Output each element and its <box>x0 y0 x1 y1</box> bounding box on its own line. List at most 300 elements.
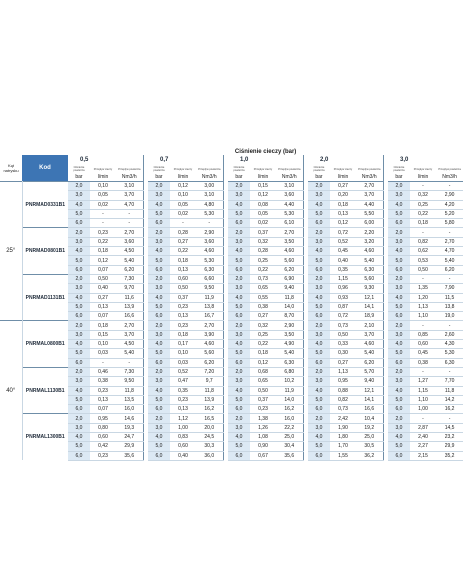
air-flow-value: 5,40 <box>276 349 303 358</box>
air-flow-value: 5,30 <box>276 209 303 218</box>
table-row <box>0 191 463 200</box>
air-pressure-value: 3,0 <box>148 284 170 293</box>
liquid-flow-value: 0,22 <box>250 265 276 274</box>
air-pressure-value: 6,0 <box>228 358 250 367</box>
air-flow-value: 13,5 <box>116 395 143 404</box>
air-flow-value: 2,70 <box>116 321 143 330</box>
air-pressure-value: 3,0 <box>228 377 250 386</box>
air-flow-value: 6,20 <box>436 265 463 274</box>
liquid-flow-value: 0,35 <box>330 265 356 274</box>
air-pressure-value: 6,0 <box>68 405 90 414</box>
air-flow-value: 18,9 <box>356 312 383 321</box>
liquid-flow-value: 1,15 <box>330 274 356 283</box>
air-flow-value: 2,70 <box>356 182 383 191</box>
air-flow-value: 5,40 <box>436 256 463 265</box>
air-flow-value: 3,50 <box>276 330 303 339</box>
sub-header-label: Przepływ cieczy <box>333 167 353 171</box>
liquid-flow-value: 1,15 <box>410 386 436 395</box>
liquid-flow-value: 0,38 <box>90 377 116 386</box>
air-flow-value: 3,70 <box>356 330 383 339</box>
air-pressure-value: 3,0 <box>228 237 250 246</box>
unit-label: Nm3/h <box>356 173 383 182</box>
sub-header-label: Przepływ powietrza <box>118 167 141 171</box>
table-row <box>0 442 463 451</box>
liquid-flow-value: 0,50 <box>90 274 116 283</box>
sub-header-label: Przepływ cieczy <box>413 167 433 171</box>
liquid-flow-value: 0,03 <box>90 349 116 358</box>
air-pressure-value: 5,0 <box>148 209 170 218</box>
air-pressure-value: 6,0 <box>68 451 90 460</box>
air-flow-value: 6,10 <box>276 219 303 228</box>
air-flow-value: 9,50 <box>116 377 143 386</box>
liquid-flow-value: 1,80 <box>330 433 356 442</box>
air-flow-value: 5,30 <box>436 349 463 358</box>
air-pressure-value: 2,0 <box>388 182 410 191</box>
air-pressure-value: 3,0 <box>228 191 250 200</box>
air-flow-value: 5,40 <box>356 256 383 265</box>
air-pressure-value: 4,0 <box>388 293 410 302</box>
air-pressure-value: 5,0 <box>228 209 250 218</box>
liquid-flow-value: 0,10 <box>90 182 116 191</box>
table-title: Ciśnienie cieczy (bar) <box>234 148 297 155</box>
liquid-flow-value: 1,20 <box>410 293 436 302</box>
air-flow-value: 3,70 <box>116 330 143 339</box>
air-pressure-value: 2,0 <box>148 274 170 283</box>
air-pressure-value: 6,0 <box>308 219 330 228</box>
table-row <box>0 219 463 228</box>
air-flow-value: 5,30 <box>196 256 223 265</box>
liquid-flow-value: 0,23 <box>170 302 196 311</box>
liquid-flow-value: 0,87 <box>330 302 356 311</box>
liquid-flow-value: 0,37 <box>250 228 276 237</box>
air-pressure-value: 2,0 <box>228 182 250 191</box>
liquid-flow-value: - <box>410 228 436 237</box>
liquid-flow-value: 0,10 <box>170 349 196 358</box>
table-row <box>0 349 463 358</box>
air-flow-value: 9,7 <box>196 377 223 386</box>
air-pressure-value: 5,0 <box>228 302 250 311</box>
air-pressure-value: 3,0 <box>388 284 410 293</box>
liquid-flow-value: 0,03 <box>170 358 196 367</box>
air-flow-value: 5,60 <box>356 274 383 283</box>
air-flow-value: 11,8 <box>276 293 303 302</box>
liquid-flow-value: 0,35 <box>170 386 196 395</box>
air-flow-value: 3,70 <box>116 191 143 200</box>
air-flow-value: 14,6 <box>116 414 143 423</box>
liquid-flow-value: 0,13 <box>330 209 356 218</box>
air-pressure-value: 6,0 <box>68 265 90 274</box>
air-flow-value: 6,20 <box>116 265 143 274</box>
table-row <box>0 451 463 460</box>
air-flow-value: 4,60 <box>356 340 383 349</box>
liquid-flow-value: 0,18 <box>170 330 196 339</box>
liquid-flow-value: 0,02 <box>170 209 196 218</box>
air-pressure-value: 3,0 <box>308 423 330 432</box>
air-flow-value: 4,40 <box>356 200 383 209</box>
air-pressure-value: 2,0 <box>68 228 90 237</box>
air-pressure-value: 2,0 <box>68 367 90 376</box>
air-flow-value: - <box>116 358 143 367</box>
air-flow-value: 12,1 <box>356 386 383 395</box>
liquid-flow-value: 0,73 <box>250 274 276 283</box>
liquid-flow-value: 0,18 <box>330 200 356 209</box>
air-pressure-value: 5,0 <box>228 442 250 451</box>
air-flow-value: 13,8 <box>196 302 223 311</box>
air-pressure-value: 5,0 <box>308 209 330 218</box>
liquid-flow-value: 0,22 <box>250 340 276 349</box>
air-flow-value: 3,10 <box>276 182 303 191</box>
sub-header-label: Przepływ powietrza <box>358 167 381 171</box>
air-flow-value: 8,70 <box>276 312 303 321</box>
liquid-flow-value: 0,32 <box>250 237 276 246</box>
sub-header-label: Przepływ powietrza <box>198 167 221 171</box>
air-flow-value: 2,90 <box>436 191 463 200</box>
air-flow-value: 14,1 <box>356 302 383 311</box>
air-pressure-value: 4,0 <box>228 200 250 209</box>
liquid-flow-value: - <box>410 414 436 423</box>
air-flow-value: 9,50 <box>196 284 223 293</box>
air-pressure-value: 5,0 <box>68 302 90 311</box>
air-flow-value: 2,70 <box>116 228 143 237</box>
air-flow-value: 4,60 <box>276 247 303 256</box>
air-flow-value: 25,0 <box>356 433 383 442</box>
liquid-flow-value: 1,10 <box>410 395 436 404</box>
air-flow-value: 4,60 <box>196 247 223 256</box>
unit-label: l/min <box>330 173 356 182</box>
product-code: PNRMAL1130B1 <box>22 367 68 413</box>
liquid-flow-value: 1,38 <box>250 414 276 423</box>
air-pressure-value: 3,0 <box>148 191 170 200</box>
air-pressure-value: 2,0 <box>228 414 250 423</box>
air-pressure-value: 2,0 <box>388 367 410 376</box>
air-pressure-value: 6,0 <box>308 451 330 460</box>
liquid-flow-value: 0,73 <box>330 321 356 330</box>
table-row <box>0 209 463 218</box>
liquid-flow-value: 0,08 <box>250 200 276 209</box>
air-pressure-value: 5,0 <box>388 395 410 404</box>
air-pressure-value: 2,0 <box>68 414 90 423</box>
air-flow-value: 11,8 <box>436 386 463 395</box>
liquid-flow-value: 0,22 <box>410 209 436 218</box>
air-flow-value: 6,30 <box>196 265 223 274</box>
table-row <box>0 395 463 404</box>
liquid-flow-value: 1,00 <box>170 423 196 432</box>
air-flow-value: 2,70 <box>436 237 463 246</box>
liquid-flow-value: - <box>90 219 116 228</box>
liquid-flow-value: 0,82 <box>410 237 436 246</box>
unit-label: Nm3/h <box>276 173 303 182</box>
spray-angle: 40° <box>0 321 22 460</box>
air-flow-value: 35,2 <box>436 451 463 460</box>
liquid-flow-value: 0,18 <box>170 256 196 265</box>
air-flow-value: 5,60 <box>196 349 223 358</box>
liquid-flow-value: 0,07 <box>90 265 116 274</box>
air-flow-value: - <box>196 219 223 228</box>
air-flow-value: 5,40 <box>356 349 383 358</box>
liquid-flow-value: 0,65 <box>250 284 276 293</box>
air-pressure-value: 3,0 <box>68 330 90 339</box>
air-pressure-value: 4,0 <box>308 340 330 349</box>
air-flow-value: 6,80 <box>276 367 303 376</box>
table-row <box>0 228 463 237</box>
air-flow-value: 5,60 <box>276 256 303 265</box>
liquid-flow-value: 0,18 <box>90 321 116 330</box>
sub-header-label: Ciśnienie powietrza <box>393 166 405 172</box>
liquid-flow-value: 0,23 <box>90 451 116 460</box>
air-flow-value: 9,40 <box>276 284 303 293</box>
air-pressure-value: 6,0 <box>228 451 250 460</box>
liquid-flow-value: - <box>410 321 436 330</box>
air-pressure-value: 3,0 <box>148 330 170 339</box>
air-pressure-value: 3,0 <box>228 330 250 339</box>
liquid-flow-value: 0,12 <box>250 191 276 200</box>
air-pressure-value: 3,0 <box>68 284 90 293</box>
air-flow-value: 9,40 <box>356 377 383 386</box>
air-pressure-value: 6,0 <box>68 219 90 228</box>
liquid-flow-value: 0,65 <box>250 377 276 386</box>
air-pressure-value: 3,0 <box>68 423 90 432</box>
liquid-flow-value: 0,27 <box>170 237 196 246</box>
table-row <box>0 237 463 246</box>
sub-header-label: Przepływ powietrza <box>278 167 301 171</box>
liquid-flow-value: 0,05 <box>170 200 196 209</box>
air-pressure-value: 6,0 <box>388 265 410 274</box>
spray-nozzle-table-container <box>0 148 461 461</box>
air-pressure-value: 3,0 <box>308 191 330 200</box>
air-flow-value: 4,60 <box>196 340 223 349</box>
air-pressure-value: 5,0 <box>228 256 250 265</box>
table-row <box>0 377 463 386</box>
liquid-flow-value: 0,23 <box>170 395 196 404</box>
liquid-flow-value: 0,27 <box>250 312 276 321</box>
liquid-flow-value: 0,85 <box>410 330 436 339</box>
table-row <box>0 405 463 414</box>
air-flow-value: - <box>116 209 143 218</box>
air-pressure-value: 6,0 <box>388 219 410 228</box>
liquid-flow-value: 0,12 <box>330 219 356 228</box>
air-pressure-value: 2,0 <box>148 182 170 191</box>
air-flow-value: 11,5 <box>436 293 463 302</box>
air-pressure-value: 2,0 <box>308 228 330 237</box>
liquid-flow-value: 0,18 <box>410 219 436 228</box>
air-pressure-value: 4,0 <box>388 200 410 209</box>
product-code: PNRMAL1300B1 <box>22 414 68 460</box>
sub-header-label: Przepływ powietrza <box>438 167 461 171</box>
sub-header-row <box>0 165 463 173</box>
air-flow-value: 19,3 <box>116 423 143 432</box>
air-flow-value: 35,6 <box>276 451 303 460</box>
air-pressure-value: 6,0 <box>228 405 250 414</box>
sub-header-label: Przepływ cieczy <box>173 167 193 171</box>
air-flow-value: 6,90 <box>276 274 303 283</box>
pressure-label: 0,7 <box>160 157 169 163</box>
air-flow-value: 22,2 <box>276 423 303 432</box>
air-flow-value: 14,5 <box>436 423 463 432</box>
table-row <box>0 358 463 367</box>
air-flow-value: 24,5 <box>196 433 223 442</box>
air-pressure-value: 6,0 <box>148 405 170 414</box>
table-row <box>0 330 463 339</box>
air-pressure-value: 5,0 <box>308 395 330 404</box>
liquid-flow-value: 0,60 <box>170 274 196 283</box>
air-pressure-value: 4,0 <box>228 386 250 395</box>
air-flow-value: 3,10 <box>116 182 143 191</box>
liquid-flow-value: 0,13 <box>170 265 196 274</box>
air-pressure-value: 4,0 <box>388 340 410 349</box>
air-flow-value: 3,60 <box>276 191 303 200</box>
air-pressure-value: 4,0 <box>228 247 250 256</box>
air-flow-value: 16,0 <box>276 414 303 423</box>
liquid-flow-value: 0,80 <box>90 423 116 432</box>
air-pressure-value: 4,0 <box>148 433 170 442</box>
liquid-flow-value: 0,60 <box>170 442 196 451</box>
air-flow-value: - <box>436 182 463 191</box>
liquid-flow-value: 0,13 <box>90 395 116 404</box>
liquid-flow-value: 0,28 <box>250 247 276 256</box>
liquid-flow-value: 0,45 <box>410 349 436 358</box>
pressure-label: 1,0 <box>240 157 249 163</box>
table-row <box>0 302 463 311</box>
air-pressure-value: 6,0 <box>148 312 170 321</box>
liquid-flow-value: 0,82 <box>330 395 356 404</box>
table-row <box>0 200 463 209</box>
product-code: PNRMAD0801B1 <box>22 228 68 274</box>
liquid-flow-value: 0,30 <box>330 349 356 358</box>
table-row <box>0 265 463 274</box>
sub-header-label: Przepływ cieczy <box>93 167 113 171</box>
liquid-flow-value: 0,32 <box>410 191 436 200</box>
air-pressure-value: 2,0 <box>308 321 330 330</box>
liquid-flow-value: 0,23 <box>90 228 116 237</box>
air-pressure-value: 4,0 <box>148 247 170 256</box>
air-flow-value: 30,5 <box>356 442 383 451</box>
air-flow-value: 10,2 <box>276 377 303 386</box>
liquid-flow-value: - <box>410 274 436 283</box>
air-pressure-value: 5,0 <box>388 209 410 218</box>
air-flow-value: 5,70 <box>356 367 383 376</box>
liquid-flow-value: 0,50 <box>330 330 356 339</box>
air-flow-value: 16,6 <box>116 312 143 321</box>
air-pressure-value: 5,0 <box>148 395 170 404</box>
air-flow-value: 5,40 <box>116 349 143 358</box>
table-row <box>0 414 463 423</box>
liquid-flow-value: 1,26 <box>250 423 276 432</box>
air-flow-value: 13,9 <box>116 302 143 311</box>
air-pressure-value: 2,0 <box>228 228 250 237</box>
air-flow-value: 6,00 <box>356 219 383 228</box>
air-pressure-value: 5,0 <box>148 442 170 451</box>
unit-label: bar <box>388 173 410 182</box>
air-flow-value: 3,70 <box>356 191 383 200</box>
air-pressure-value: 2,0 <box>228 367 250 376</box>
air-pressure-value: 6,0 <box>308 265 330 274</box>
air-flow-value: 3,60 <box>116 237 143 246</box>
air-flow-value: 4,30 <box>436 340 463 349</box>
liquid-flow-value: 0,52 <box>330 237 356 246</box>
air-flow-value: 14,0 <box>276 395 303 404</box>
air-pressure-value: 6,0 <box>228 265 250 274</box>
liquid-flow-value: 0,23 <box>90 386 116 395</box>
air-flow-value: 4,40 <box>276 200 303 209</box>
air-pressure-value: 2,0 <box>148 228 170 237</box>
air-pressure-value: 5,0 <box>68 395 90 404</box>
liquid-flow-value: 0,13 <box>90 302 116 311</box>
liquid-flow-value: 0,37 <box>250 395 276 404</box>
liquid-flow-value: 0,15 <box>250 182 276 191</box>
liquid-flow-value: 0,42 <box>90 442 116 451</box>
air-pressure-value: 3,0 <box>308 237 330 246</box>
air-flow-value: 6,30 <box>436 358 463 367</box>
unit-label: l/min <box>90 173 116 182</box>
air-flow-value: 7,90 <box>436 284 463 293</box>
air-flow-value: 2,10 <box>356 321 383 330</box>
air-pressure-value: 5,0 <box>308 256 330 265</box>
unit-label: bar <box>228 173 250 182</box>
air-flow-value: 7,70 <box>436 377 463 386</box>
liquid-flow-value: 0,38 <box>250 302 276 311</box>
liquid-flow-value: 0,52 <box>170 367 196 376</box>
table-row <box>0 284 463 293</box>
air-flow-value: 7,20 <box>196 367 223 376</box>
air-pressure-value: 5,0 <box>308 442 330 451</box>
air-pressure-value: 4,0 <box>388 386 410 395</box>
spray-nozzle-table <box>0 148 463 461</box>
air-flow-value: 16,2 <box>436 405 463 414</box>
air-flow-value: 23,2 <box>436 433 463 442</box>
air-flow-value: - <box>436 321 463 330</box>
air-pressure-value: 3,0 <box>308 330 330 339</box>
air-pressure-value: 3,0 <box>228 423 250 432</box>
liquid-flow-value: 0,07 <box>90 405 116 414</box>
air-flow-value: - <box>436 274 463 283</box>
air-pressure-value: 2,0 <box>388 274 410 283</box>
air-flow-value: 11,8 <box>116 386 143 395</box>
liquid-flow-value: 1,12 <box>170 414 196 423</box>
angle-header: Kąt natrysku <box>3 163 19 173</box>
air-pressure-value: 4,0 <box>308 293 330 302</box>
liquid-flow-value: 0,07 <box>90 312 116 321</box>
liquid-flow-value: 0,47 <box>170 377 196 386</box>
air-flow-value: 13,8 <box>436 302 463 311</box>
pressure-label: 0,5 <box>80 157 89 163</box>
air-flow-value: 11,9 <box>196 293 223 302</box>
air-pressure-value: 4,0 <box>388 247 410 256</box>
liquid-flow-value: 0,12 <box>170 182 196 191</box>
table-title-row <box>0 148 463 155</box>
air-flow-value: 9,70 <box>116 284 143 293</box>
air-pressure-value: 2,0 <box>68 321 90 330</box>
air-pressure-value: 3,0 <box>388 423 410 432</box>
air-flow-value: 3,20 <box>356 237 383 246</box>
air-pressure-value: 6,0 <box>148 358 170 367</box>
liquid-flow-value: 0,27 <box>330 358 356 367</box>
air-flow-value: 11,6 <box>116 293 143 302</box>
table-row <box>0 182 463 191</box>
air-pressure-value: 4,0 <box>308 200 330 209</box>
air-pressure-value: 5,0 <box>148 349 170 358</box>
liquid-flow-value: - <box>90 358 116 367</box>
air-pressure-value: 5,0 <box>388 256 410 265</box>
liquid-flow-value: 0,20 <box>330 191 356 200</box>
air-pressure-value: 4,0 <box>308 433 330 442</box>
air-pressure-value: 4,0 <box>148 340 170 349</box>
air-flow-value: 6,20 <box>276 265 303 274</box>
air-pressure-value: 2,0 <box>308 274 330 283</box>
unit-label: Nm3/h <box>116 173 143 182</box>
title-spacer <box>0 148 68 155</box>
air-flow-value: 16,7 <box>196 312 223 321</box>
air-flow-value: 20,0 <box>196 423 223 432</box>
